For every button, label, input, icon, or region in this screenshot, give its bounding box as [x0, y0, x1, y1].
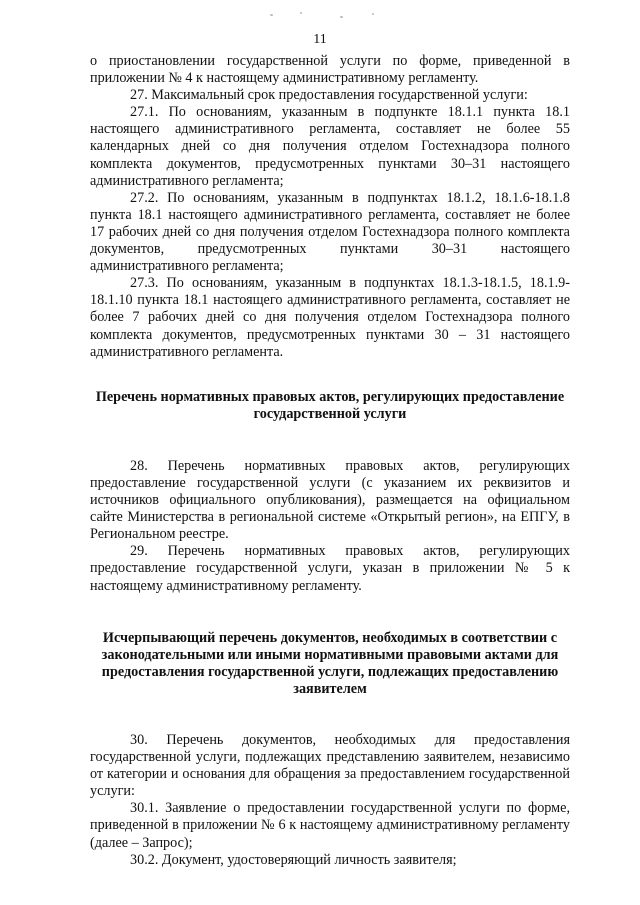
paragraph-27-3: 27.3. По основаниям, указанным в подпунктах 18.1.3-18.1.5, 18.1.9-18.1.10 пункта 18.1 настоящего административного регламента, составляет не более 7 рабочих дней со дня получения отделом Гостехнадзора полного комплекта документов, предусмотренных пунктами 30 – 31 настоящего административного регламента. — [90, 275, 570, 360]
paragraph-27-2: 27.2. По основаниям, указанным в подпунктах 18.1.2, 18.1.6-18.1.8 пункта 18.1 настоящего административного регламента, составляет не более 17 рабочих дней со дня получения отделом Гостехнадзора полного комплекта документов, предусмотренных пунктами 30–31 настоящего административного регламента; — [90, 189, 570, 275]
paragraph-continuation: о приостановлении государственной услуги по форме, приведенной в приложении № 4 к настоящему административному регламенту. — [90, 53, 570, 87]
section-heading-documents: Исчерпывающий перечень документов, необходимых в соответствии с законодательными или иными нормативными правовыми актами для предоставления государственной услуги, подлежащих предоставлению заявителем — [101, 629, 559, 697]
paragraph-30-2: 30.2. Документ, удостоверяющий личность заявителя; — [130, 851, 457, 868]
paragraph-29: 29. Перечень нормативных правовых актов, регулирующих предоставление государственной услуги, указан в приложении № 5 к настоящему административному регламенту. — [90, 543, 570, 594]
scan-speck — [300, 12, 302, 14]
document-body — [90, 53, 570, 869]
scan-speck — [372, 13, 374, 15]
paragraph-30: 30. Перечень документов, необходимых для предоставления государственной услуги, подлежащих представлению заявителем, независимо от категории и основания для обращения за предоставлением государственной услуги: — [90, 732, 570, 800]
scan-speck — [270, 14, 273, 16]
scan-speck — [340, 16, 343, 18]
section-heading-legal-acts: Перечень нормативных правовых актов, регулирующих предоставление государственной услуги — [95, 388, 565, 422]
paragraph-30-1: 30.1. Заявление о предоставлении государственной услуги по форме, приведенной в приложении № 6 к настоящему административному регламенту (далее – Запрос); — [90, 800, 570, 851]
paragraph-27: 27. Максимальный срок предоставления государственной услуги: — [130, 87, 528, 104]
paragraph-28: 28. Перечень нормативных правовых актов, регулирующих предоставление государственной услуги (с указанием их реквизитов и источников официального опубликования), размещается на официальном сайте Министерства в региональной системе «Открытый регион», на ЕПГУ, в Региональном реестре. — [90, 457, 570, 543]
paragraph-27-1: 27.1. По основаниям, указанным в подпункте 18.1.1 пункта 18.1 настоящего административного регламента, составляет не более 55 календарных дней со дня получения отделом Гостехнадзора полного комплекта документов, предусмотренных пунктами 30–31 настоящего административного регламента; — [90, 104, 570, 189]
page-number: 11 — [313, 32, 327, 47]
